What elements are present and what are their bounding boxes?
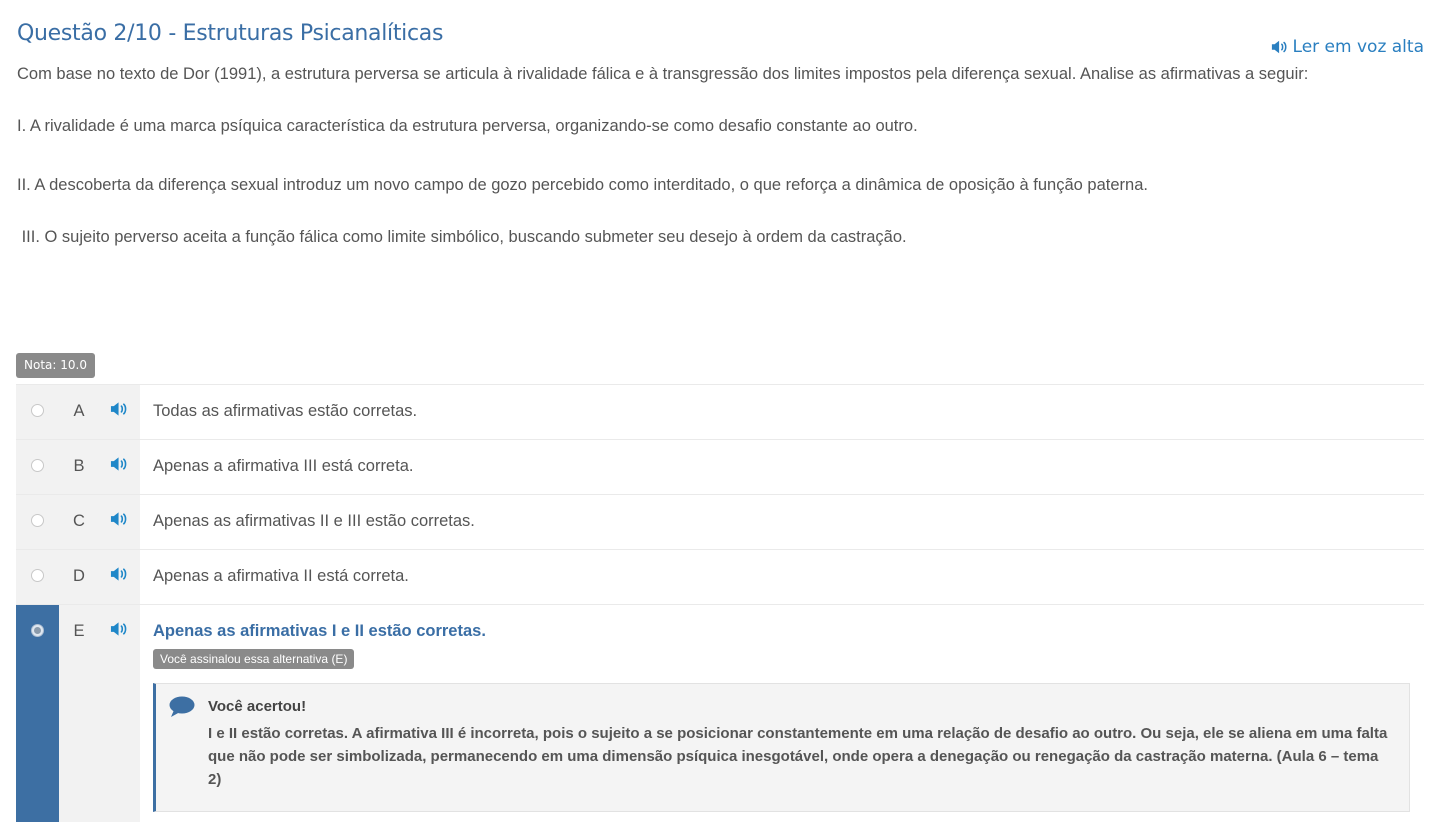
option-letter: C <box>59 495 99 549</box>
option-a[interactable] <box>16 384 1424 439</box>
option-c-radio[interactable] <box>31 514 44 527</box>
stem-intro: Com base no texto de Dor (1991), a estrutura perversa se articula à rivalidade fálica e à transgressão dos limites impostos pela diferença sexual. Analise as afirmativas a seguir: <box>17 65 1309 83</box>
stem-statement-3: III. O sujeito perverso aceita a função fálica como limite simbólico, buscando submeter seu desejo à ordem da castração. <box>17 228 907 246</box>
option-text: Apenas a afirmativa II está correta. <box>140 550 1424 604</box>
stem-statement-1: I. A rivalidade é uma marca psíquica característica da estrutura perversa, organizando-se como desafio constante ao outro. <box>17 117 918 135</box>
option-a-radio[interactable] <box>31 404 44 417</box>
feedback-box <box>153 683 1410 812</box>
read-aloud-label[interactable]: Ler em voz alta <box>1292 37 1424 57</box>
question-stem <box>17 62 1388 249</box>
option-letter: B <box>59 440 99 494</box>
speaker-icon[interactable] <box>110 566 129 582</box>
selected-alternative-badge: Você assinalou essa alternativa (E) <box>153 649 354 669</box>
option-e[interactable] <box>16 604 1424 822</box>
option-d-radio[interactable] <box>31 569 44 582</box>
option-d[interactable] <box>16 549 1424 604</box>
option-text: Apenas a afirmativa III está correta. <box>140 440 1424 494</box>
read-aloud-link[interactable] <box>1271 37 1424 57</box>
stem-statement-2: II. A descoberta da diferença sexual introduz um novo campo de gozo percebido como interditado, o que reforça a dinâmica de oposição à função paterna. <box>17 176 1148 194</box>
option-e-radio[interactable] <box>31 624 44 637</box>
feedback-body: I e II estão corretas. A afirmativa III é incorreta, pois o sujeito a se posicionar constantemente em uma relação de desafio ao outro. Ou seja, ele se aliena em uma falta que não pode ser simbolizada, permanecendo em uma dimensão psíquica inesgotável, onde opera a denegação ou renegação da castração materna. (Aula 6 – tema 2) <box>208 725 1388 788</box>
answer-options <box>16 384 1424 821</box>
option-b[interactable] <box>16 439 1424 494</box>
speaker-icon[interactable] <box>110 511 129 527</box>
speaker-icon[interactable] <box>110 621 129 637</box>
option-letter: E <box>59 605 99 822</box>
option-text: Apenas as afirmativas II e III estão corretas. <box>140 495 1424 549</box>
question-title: Questão 2/10 - Estruturas Psicanalíticas <box>17 20 444 46</box>
speaker-icon <box>1271 39 1289 55</box>
option-b-radio[interactable] <box>31 459 44 472</box>
option-text: Todas as afirmativas estão corretas. <box>140 385 1424 439</box>
option-letter: A <box>59 385 99 439</box>
feedback-title: Você acertou! <box>208 698 307 715</box>
speech-bubble-icon <box>169 696 195 718</box>
grade-badge: Nota: 10.0 <box>16 353 95 378</box>
speaker-icon[interactable] <box>110 456 129 472</box>
option-letter: D <box>59 550 99 604</box>
option-c[interactable] <box>16 494 1424 549</box>
option-text: Apenas as afirmativas I e II estão corretas. <box>153 622 486 640</box>
speaker-icon[interactable] <box>110 401 129 417</box>
